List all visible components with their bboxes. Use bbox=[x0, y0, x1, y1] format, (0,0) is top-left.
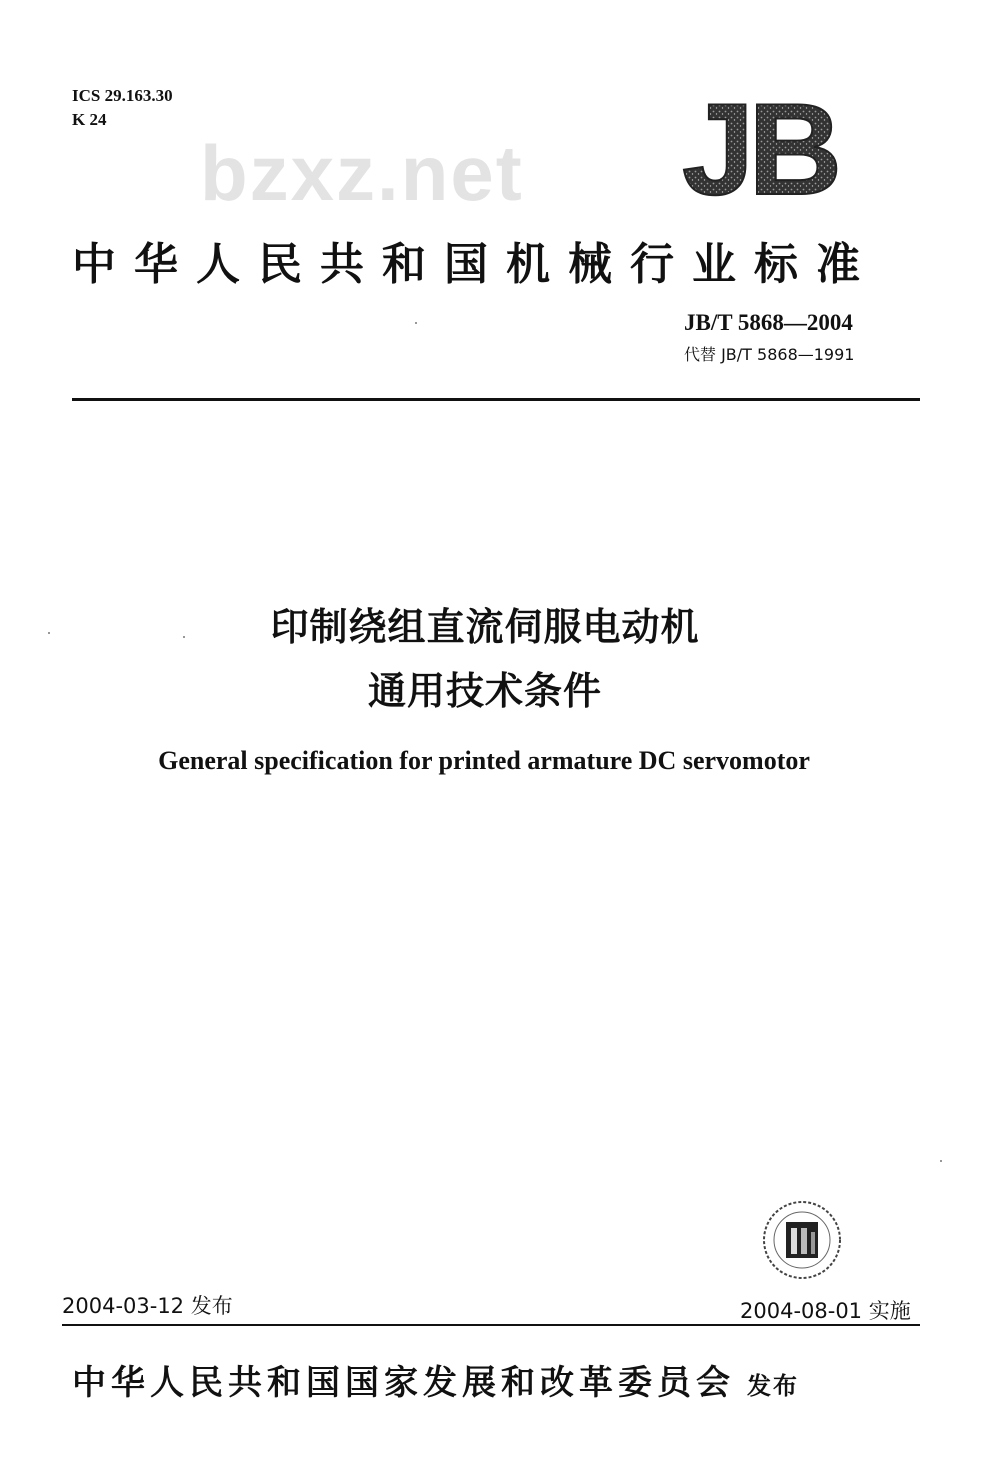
issuer-name: 中华人民共和国国家发展和改革委员会 bbox=[72, 1363, 735, 1403]
standard-number: JB/T 5868—2004 bbox=[684, 310, 853, 335]
document-title-zh-line1: 印制绕组直流伺服电动机 bbox=[270, 605, 700, 649]
scan-speck bbox=[940, 1160, 942, 1162]
issuing-authority bbox=[72, 1355, 799, 1404]
jb-logo-icon bbox=[682, 92, 870, 202]
scan-speck bbox=[48, 632, 50, 634]
replaces-standard: 代替 JB/T 5868—1991 bbox=[684, 345, 855, 364]
header-divider bbox=[72, 398, 920, 401]
issue-date: 2004-03-12 发布 bbox=[62, 1294, 233, 1318]
implementation-date: 2004-08-01 实施 bbox=[740, 1299, 911, 1323]
national-standard-title: 中华人民共和国机械行业标准 bbox=[72, 239, 878, 290]
document-title-en: General specification for printed armature DC servomotor bbox=[158, 746, 810, 775]
document-title-zh-line2: 通用技术条件 bbox=[367, 669, 602, 713]
scan-speck bbox=[415, 322, 417, 324]
footer-divider bbox=[62, 1324, 920, 1326]
watermark-text: bzxz.net bbox=[200, 129, 524, 217]
scan-speck bbox=[183, 636, 185, 638]
ics-code: ICS 29.163.30 bbox=[72, 86, 173, 105]
svg-text:JB: JB bbox=[682, 92, 837, 202]
classification-codes bbox=[72, 84, 173, 132]
issuer-suffix: 发布 bbox=[747, 1372, 799, 1400]
category-code: K 24 bbox=[72, 110, 107, 129]
publisher-seal-icon bbox=[760, 1198, 844, 1282]
